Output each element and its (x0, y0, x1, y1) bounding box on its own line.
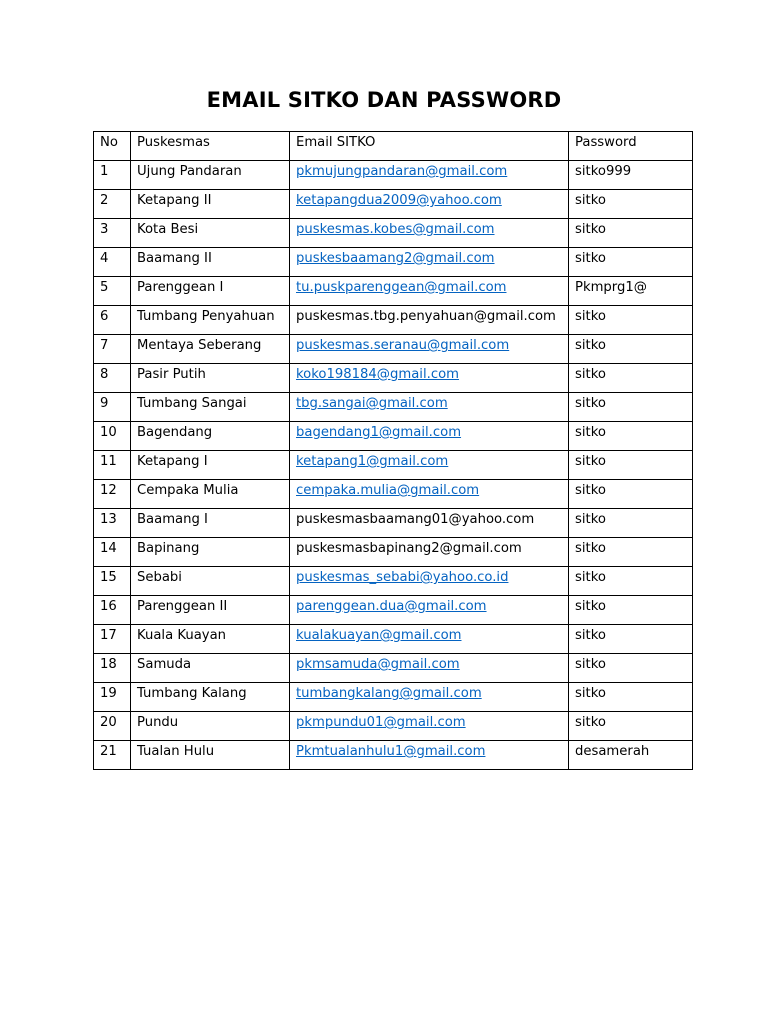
cell-email (290, 712, 569, 741)
cell-email (290, 654, 569, 683)
cell-puskesmas: Baamang I (131, 509, 290, 538)
cell-no: 2 (94, 190, 131, 219)
cell-password: sitko999 (569, 161, 693, 190)
cell-puskesmas: Parenggean I (131, 277, 290, 306)
cell-email (290, 219, 569, 248)
cell-email (290, 538, 569, 567)
table-row (94, 364, 693, 393)
cell-email (290, 683, 569, 712)
cell-puskesmas: Ketapang I (131, 451, 290, 480)
cell-password: sitko (569, 480, 693, 509)
cell-puskesmas: Cempaka Mulia (131, 480, 290, 509)
cell-no: 7 (94, 335, 131, 364)
cell-email (290, 190, 569, 219)
email-link[interactable]: koko198184@gmail.com (296, 367, 459, 382)
cell-email (290, 480, 569, 509)
table-row (94, 509, 693, 538)
cell-email (290, 248, 569, 277)
cell-no: 9 (94, 393, 131, 422)
table-row (94, 625, 693, 654)
cell-email (290, 451, 569, 480)
cell-no: 10 (94, 422, 131, 451)
header-puskesmas: Puskesmas (131, 132, 290, 161)
email-link[interactable]: parenggean.dua@gmail.com (296, 599, 487, 614)
cell-no: 6 (94, 306, 131, 335)
email-link[interactable]: pkmsamuda@gmail.com (296, 657, 460, 672)
cell-no: 16 (94, 596, 131, 625)
cell-puskesmas: Tualan Hulu (131, 741, 290, 770)
cell-no: 12 (94, 480, 131, 509)
cell-no: 15 (94, 567, 131, 596)
table-row (94, 654, 693, 683)
cell-puskesmas: Ujung Pandaran (131, 161, 290, 190)
cell-password: sitko (569, 219, 693, 248)
cell-puskesmas: Tumbang Kalang (131, 683, 290, 712)
cell-no: 21 (94, 741, 131, 770)
cell-puskesmas: Tumbang Sangai (131, 393, 290, 422)
email-text: puskesmasbapinang2@gmail.com (296, 541, 522, 556)
cell-no: 5 (94, 277, 131, 306)
cell-password: sitko (569, 625, 693, 654)
email-link[interactable]: puskesmas.seranau@gmail.com (296, 338, 510, 353)
cell-email (290, 422, 569, 451)
table-row (94, 335, 693, 364)
email-link[interactable]: ketapang1@gmail.com (296, 454, 449, 469)
cell-password: sitko (569, 364, 693, 393)
table-row (94, 567, 693, 596)
cell-email (290, 277, 569, 306)
email-text: puskesmas.tbg.penyahuan@gmail.com (296, 309, 556, 324)
cell-puskesmas: Samuda (131, 654, 290, 683)
cell-password: sitko (569, 654, 693, 683)
table-row (94, 538, 693, 567)
cell-password: sitko (569, 248, 693, 277)
email-link[interactable]: puskesmas_sebabi@yahoo.co.id (296, 570, 509, 585)
cell-password: sitko (569, 538, 693, 567)
table-row (94, 596, 693, 625)
cell-puskesmas: Pundu (131, 712, 290, 741)
page-title: EMAIL SITKO DAN PASSWORD (206, 88, 562, 112)
cell-email (290, 364, 569, 393)
cell-no: 14 (94, 538, 131, 567)
cell-puskesmas: Bapinang (131, 538, 290, 567)
email-link[interactable]: kualakuayan@gmail.com (296, 628, 462, 643)
email-link[interactable]: ketapangdua2009@yahoo.com (296, 193, 502, 208)
email-link[interactable]: tu.puskparenggean@gmail.com (296, 280, 507, 295)
table-header-row (94, 132, 693, 161)
table-row (94, 393, 693, 422)
table-row (94, 451, 693, 480)
email-link[interactable]: tumbangkalang@gmail.com (296, 686, 482, 701)
cell-no: 17 (94, 625, 131, 654)
cell-no: 19 (94, 683, 131, 712)
table-row (94, 306, 693, 335)
cell-email (290, 306, 569, 335)
cell-email (290, 161, 569, 190)
cell-puskesmas: Kota Besi (131, 219, 290, 248)
cell-no: 4 (94, 248, 131, 277)
cell-password: sitko (569, 683, 693, 712)
table-row (94, 277, 693, 306)
cell-password: sitko (569, 567, 693, 596)
cell-password: sitko (569, 306, 693, 335)
cell-password: desamerah (569, 741, 693, 770)
cell-email (290, 741, 569, 770)
table-row (94, 422, 693, 451)
cell-puskesmas: Tumbang Penyahuan (131, 306, 290, 335)
email-link[interactable]: cempaka.mulia@gmail.com (296, 483, 480, 498)
cell-email (290, 596, 569, 625)
table-row (94, 683, 693, 712)
cell-puskesmas: Kuala Kuayan (131, 625, 290, 654)
cell-password: sitko (569, 712, 693, 741)
header-email: Email SITKO (290, 132, 569, 161)
table-row (94, 741, 693, 770)
email-link[interactable]: tbg.sangai@gmail.com (296, 396, 448, 411)
cell-no: 20 (94, 712, 131, 741)
email-link[interactable]: pkmpundu01@gmail.com (296, 715, 466, 730)
cell-password: sitko (569, 596, 693, 625)
cell-puskesmas: Ketapang II (131, 190, 290, 219)
cell-no: 13 (94, 509, 131, 538)
email-link[interactable]: puskesmas.kobes@gmail.com (296, 222, 495, 237)
cell-email (290, 393, 569, 422)
header-no: No (94, 132, 131, 161)
email-link[interactable]: bagendang1@gmail.com (296, 425, 462, 440)
cell-no: 1 (94, 161, 131, 190)
credentials-table (93, 131, 693, 770)
table-row (94, 190, 693, 219)
cell-puskesmas: Mentaya Seberang (131, 335, 290, 364)
cell-puskesmas: Pasir Putih (131, 364, 290, 393)
cell-puskesmas: Baamang II (131, 248, 290, 277)
cell-no: 8 (94, 364, 131, 393)
cell-password: sitko (569, 393, 693, 422)
email-text: puskesmasbaamang01@yahoo.com (296, 512, 535, 527)
table-row (94, 248, 693, 277)
cell-no: 18 (94, 654, 131, 683)
email-link[interactable]: Pkmtualanhulu1@gmail.com (296, 744, 486, 759)
cell-password: sitko (569, 509, 693, 538)
email-link[interactable]: puskesbaamang2@gmail.com (296, 251, 495, 266)
table-row (94, 161, 693, 190)
cell-password: sitko (569, 422, 693, 451)
cell-email (290, 335, 569, 364)
cell-no: 3 (94, 219, 131, 248)
cell-password: sitko (569, 451, 693, 480)
cell-puskesmas: Sebabi (131, 567, 290, 596)
email-link[interactable]: pkmujungpandaran@gmail.com (296, 164, 508, 179)
cell-password: sitko (569, 190, 693, 219)
cell-puskesmas: Parenggean II (131, 596, 290, 625)
table-row (94, 712, 693, 741)
cell-email (290, 509, 569, 538)
cell-password: sitko (569, 335, 693, 364)
table-row (94, 219, 693, 248)
cell-password: Pkmprg1@ (569, 277, 693, 306)
header-password: Password (569, 132, 693, 161)
table-row (94, 480, 693, 509)
cell-no: 11 (94, 451, 131, 480)
cell-email (290, 625, 569, 654)
cell-email (290, 567, 569, 596)
cell-puskesmas: Bagendang (131, 422, 290, 451)
